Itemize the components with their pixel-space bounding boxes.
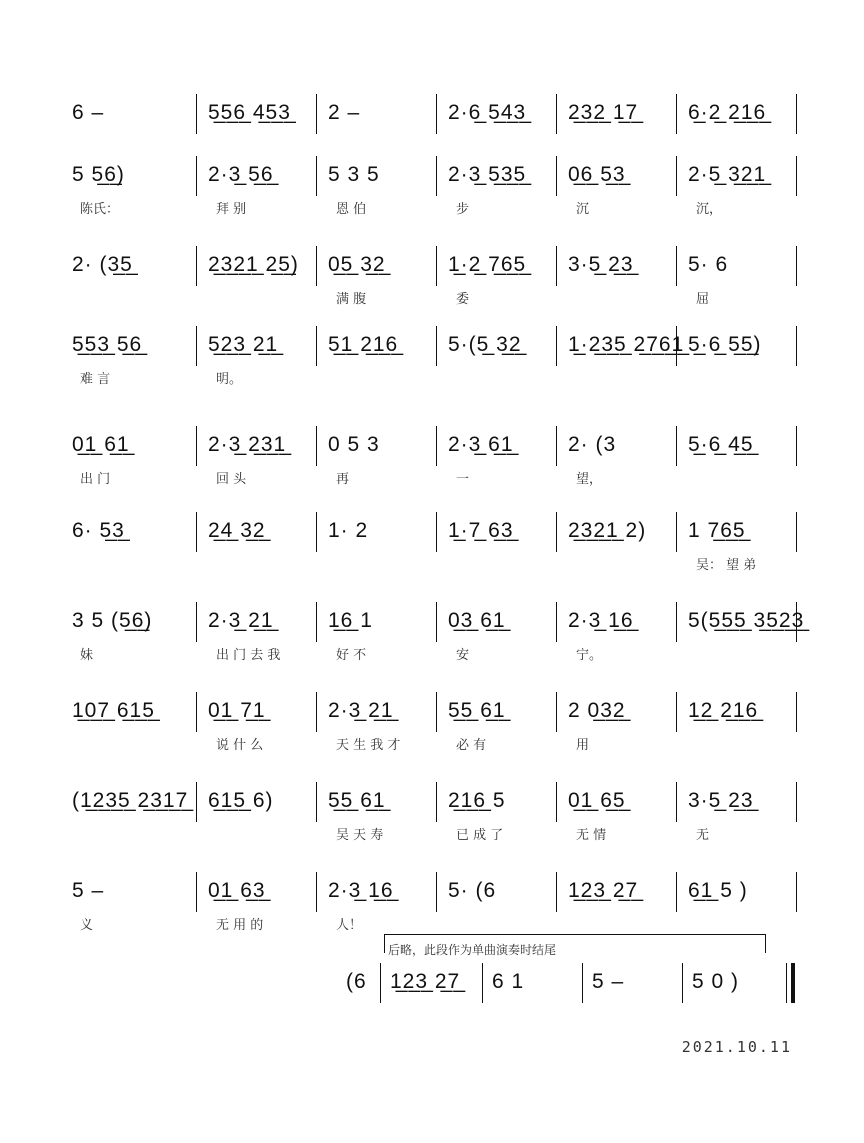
measure: 0̲1̲ 7̲1̲ xyxy=(208,699,266,722)
lyric: 一 xyxy=(456,472,470,487)
barline xyxy=(316,872,317,912)
barline xyxy=(556,872,557,912)
barline xyxy=(796,782,797,822)
barline xyxy=(316,94,317,134)
barline xyxy=(196,94,197,134)
barline xyxy=(796,426,797,466)
lyric: 好 不 xyxy=(336,648,367,663)
barline xyxy=(196,512,197,552)
measure: (1̲2̲3̲5̲ 2̲3̲1̲7̲ xyxy=(72,789,189,812)
barline xyxy=(436,94,437,134)
barline xyxy=(796,326,797,366)
measure: 5(5̲5̲5̲ 3̲5̲2̲3̲ xyxy=(688,609,805,632)
measure: 0̲3̲ 6̲1̲ xyxy=(448,609,506,632)
measure: 2 – xyxy=(328,101,361,124)
barline xyxy=(796,246,797,286)
measure: 5 – xyxy=(592,970,625,993)
barline xyxy=(556,326,557,366)
barline xyxy=(436,782,437,822)
final-barline-thin xyxy=(786,963,787,1003)
barline xyxy=(436,692,437,732)
lyric: 明。 xyxy=(216,372,243,387)
measure: 1̲0̲7̲ 6̲1̲5̲ xyxy=(72,699,155,722)
measure: 2̲1̲6̲ 5 xyxy=(448,789,506,812)
measure: 5· (6 xyxy=(448,879,497,902)
barline xyxy=(796,512,797,552)
measure: 2·3̲ 1̲6̲ xyxy=(328,879,394,902)
barline xyxy=(556,692,557,732)
lyric: 用 xyxy=(576,738,590,753)
barline xyxy=(316,782,317,822)
barline xyxy=(380,963,381,1003)
lyric: 屈 xyxy=(696,292,710,307)
lyric: 已 成 了 xyxy=(456,828,504,843)
barline xyxy=(436,156,437,196)
barline xyxy=(682,963,683,1003)
lyric: 难 言 xyxy=(80,372,111,387)
barline xyxy=(316,326,317,366)
measure: 1̲·2̲ 7̲6̲5̲ xyxy=(448,253,527,276)
barline xyxy=(436,246,437,286)
lyric: 步 xyxy=(456,202,470,217)
measure: 5·(5̲ 3̲2̲ xyxy=(448,333,522,356)
measure: 5̲5̲3̲ 5̲6̲ xyxy=(72,333,143,356)
ending-annotation: 后略，此段作为单曲演奏时结尾 xyxy=(388,943,557,957)
measure: 1̲·2̲3̲5̲ 2̲7̲6̲1̲ xyxy=(568,333,685,356)
measure: 2̲3̲2̲ 1̲7̲ xyxy=(568,101,639,124)
measure: 3·5̲ 2̲3̲ xyxy=(688,789,754,812)
lyric: 无 情 xyxy=(576,828,607,843)
barline xyxy=(316,602,317,642)
barline xyxy=(582,963,583,1003)
lyric: 出 门 去 我 xyxy=(216,648,281,663)
measure: 2·3̲ 2̲1̲ xyxy=(328,699,394,722)
lyric: 恩 伯 xyxy=(336,202,367,217)
measure: 0̲1̲ 6̲3̲ xyxy=(208,879,266,902)
barline xyxy=(556,156,557,196)
barline xyxy=(796,156,797,196)
lyric: 人！ xyxy=(336,918,363,933)
measure: 2̲4̲ 3̲2̲ xyxy=(208,519,266,542)
measure: 6 – xyxy=(72,101,105,124)
lyric: 无 用 的 xyxy=(216,918,264,933)
barline xyxy=(676,94,677,134)
lyric: 必 有 xyxy=(456,738,487,753)
measure: 1 7̲6̲5̲ xyxy=(688,519,746,542)
lyric: 安 xyxy=(456,648,470,663)
date-stamp: 2021.10.11 xyxy=(681,1038,792,1056)
lyric: 满 腹 xyxy=(336,292,367,307)
measure: 2·3̲ 5̲6̲ xyxy=(208,163,274,186)
measure: 1· 2 xyxy=(328,519,369,542)
barline xyxy=(676,692,677,732)
measure: 5̲5̲ 6̲1̲ xyxy=(448,699,506,722)
lyric: 拜 别 xyxy=(216,202,247,217)
barline xyxy=(316,426,317,466)
lyric: 沉， xyxy=(696,202,723,217)
measure: 6̲1̲5̲ 6) xyxy=(208,789,274,812)
barline xyxy=(556,602,557,642)
measure: 5 3 5 xyxy=(328,163,380,186)
barline xyxy=(796,872,797,912)
lyric: 天 生 我 才 xyxy=(336,738,401,753)
measure: 6· 5̲3̲ xyxy=(72,519,125,542)
barline xyxy=(676,872,677,912)
barline xyxy=(556,512,557,552)
lyric: 望， xyxy=(576,472,603,487)
measure: 0̲1̲ 6̲5̲ xyxy=(568,789,626,812)
lyric: 出 门 xyxy=(80,472,111,487)
measure: 2· (3 xyxy=(568,433,617,456)
measure: 1̲2̲3̲ 2̲7̲ xyxy=(390,970,461,993)
measure: 0 5 3 xyxy=(328,433,380,456)
measure: 5̲5̲6̲ 4̲5̲3̲ xyxy=(208,101,291,124)
measure: 5̲·6̲ 4̲5̲ xyxy=(688,433,754,456)
lyric: 无 xyxy=(696,828,710,843)
measure: 1̲2̲ 2̲1̲6̲ xyxy=(688,699,759,722)
final-barline-thick xyxy=(791,963,795,1003)
measure: 5· 6 xyxy=(688,253,729,276)
measure: 6̲·2̲ 2̲1̲6̲ xyxy=(688,101,767,124)
measure: 2·3̲ 6̲1̲ xyxy=(448,433,514,456)
barline xyxy=(436,872,437,912)
measure: 5̲2̲3̲ 2̲1̲ xyxy=(208,333,279,356)
measure: 5 5̲6̲) xyxy=(72,163,125,186)
measure: 5 0 ) xyxy=(692,970,740,993)
lyric: 说 什 么 xyxy=(216,738,264,753)
measure: 3·5̲ 2̲3̲ xyxy=(568,253,634,276)
measure: 2̲3̲2̲1̲ 2̲5̲) xyxy=(208,253,299,276)
barline xyxy=(556,426,557,466)
barline xyxy=(196,602,197,642)
barline xyxy=(436,426,437,466)
lyric: 义 xyxy=(80,918,94,933)
measure: 2·3̲ 2̲3̲1̲ xyxy=(208,433,287,456)
barline xyxy=(316,692,317,732)
barline xyxy=(196,326,197,366)
measure: 2·3̲ 5̲3̲5̲ xyxy=(448,163,527,186)
barline xyxy=(482,963,483,1003)
lyric: 再 xyxy=(336,472,350,487)
measure: 2· (3̲5̲ xyxy=(72,253,133,276)
lyric: 宁。 xyxy=(576,648,603,663)
barline xyxy=(556,94,557,134)
barline xyxy=(316,156,317,196)
measure: 2̲3̲2̲1̲ 2) xyxy=(568,519,647,542)
barline xyxy=(796,94,797,134)
measure: 2·3̲ 2̲1̲ xyxy=(208,609,274,632)
measure: 0̲6̲ 5̲3̲ xyxy=(568,163,626,186)
barline xyxy=(316,512,317,552)
lyric: 吴： 望 弟 xyxy=(696,558,757,573)
measure: 5̲1̲ 2̲1̲6̲ xyxy=(328,333,399,356)
barline xyxy=(676,246,677,286)
lyric: 沉 xyxy=(576,202,590,217)
barline xyxy=(316,246,317,286)
measure: 2·6̲ 5̲4̲3̲ xyxy=(448,101,527,124)
lyric: 陈氏： xyxy=(80,202,120,217)
measure: 0̲5̲ 3̲2̲ xyxy=(328,253,386,276)
barline xyxy=(436,326,437,366)
barline xyxy=(436,602,437,642)
barline xyxy=(676,156,677,196)
barline xyxy=(436,512,437,552)
barline xyxy=(676,602,677,642)
measure: 2·5̲ 3̲2̲1̲ xyxy=(688,163,767,186)
barline xyxy=(676,782,677,822)
measure: 2·3̲ 1̲6̲ xyxy=(568,609,634,632)
measure: 1̲2̲3̲ 2̲7̲ xyxy=(568,879,639,902)
barline xyxy=(196,692,197,732)
measure: 5 – xyxy=(72,879,105,902)
barline xyxy=(676,426,677,466)
barline xyxy=(196,782,197,822)
lyric: 回 头 xyxy=(216,472,247,487)
barline xyxy=(676,512,677,552)
barline xyxy=(196,872,197,912)
measure: 1̲6̲ 1 xyxy=(328,609,373,632)
barline xyxy=(796,692,797,732)
barline xyxy=(556,782,557,822)
barline xyxy=(196,426,197,466)
lyric: 妹 xyxy=(80,648,94,663)
measure: (6 xyxy=(346,970,367,993)
barline xyxy=(196,246,197,286)
barline xyxy=(556,246,557,286)
measure: 6̲1̲ 5 ) xyxy=(688,879,748,902)
measure: 3 5 (5̲6̲) xyxy=(72,609,153,632)
measure: 5̲5̲ 6̲1̲ xyxy=(328,789,386,812)
lyric: 委 xyxy=(456,292,470,307)
measure: 6 1 xyxy=(492,970,525,993)
measure: 2 0̲3̲2̲ xyxy=(568,699,626,722)
barline xyxy=(196,156,197,196)
measure: 1̲·7̲ 6̲3̲ xyxy=(448,519,514,542)
measure: 0̲1̲ 6̲1̲ xyxy=(72,433,130,456)
lyric: 吴 天 寿 xyxy=(336,828,384,843)
measure: 5̲·6̲ 5̲5̲) xyxy=(688,333,762,356)
